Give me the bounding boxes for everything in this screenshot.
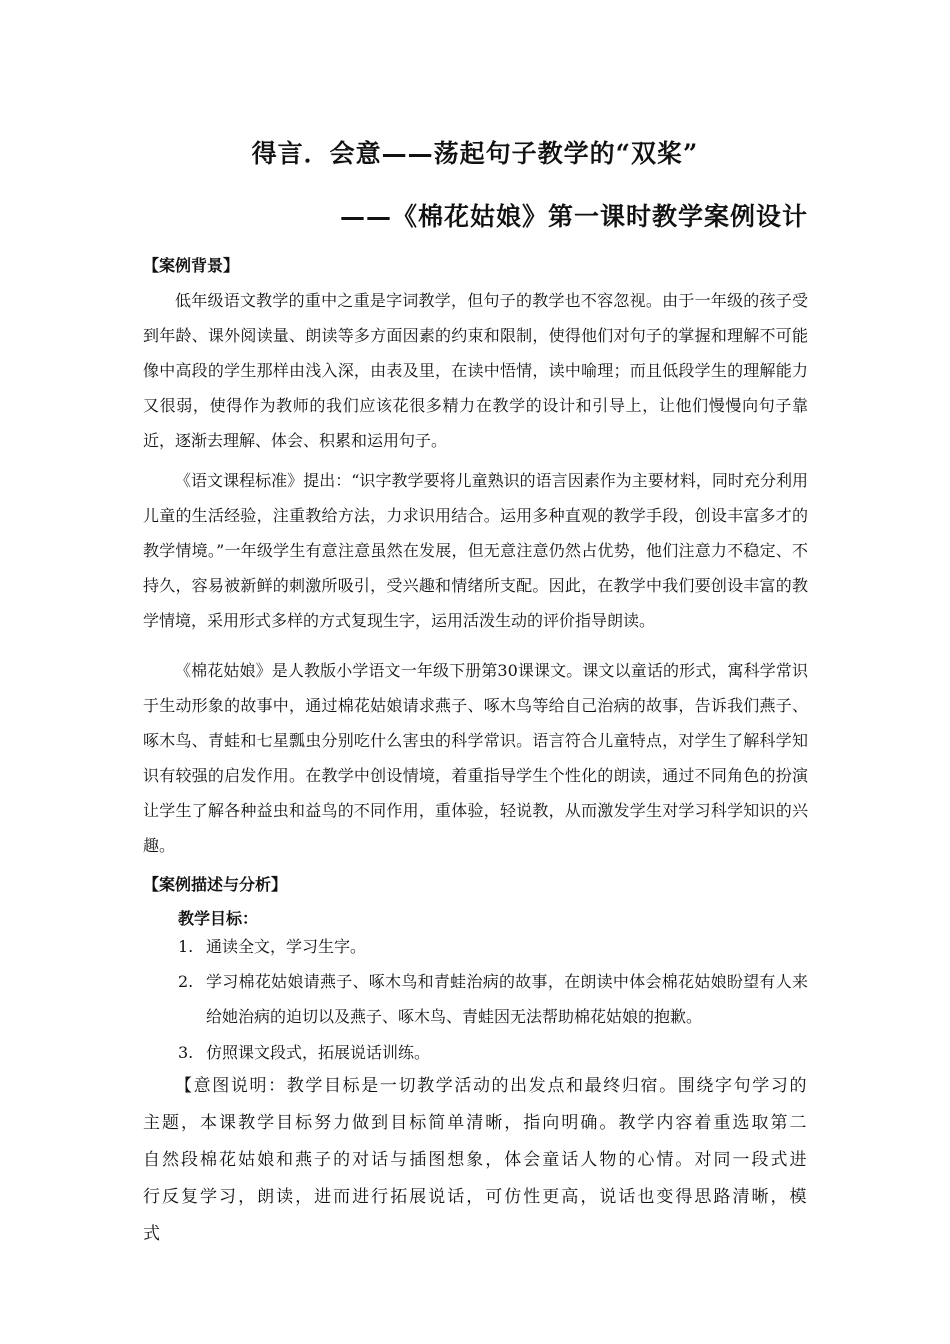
goal-text: 通读全文，学习生字。 [206, 937, 367, 956]
goal-number: 2. [178, 972, 194, 991]
intent-explanation: 【意图说明：教学目标是一切教学活动的出发点和最终归宿。围绕字句学习的主题，本课教学目标努力做到目标简单清晰，指向明确。教学内容着重选取第二自然段棉花姑娘和燕子的对话与插图想象，体会童话人物的心情。对同一段式进行反复学习，朗读，进而进行拓展说话，可仿性更高，说话也变得思路清晰，模式 [143, 1076, 808, 1244]
section-heading-analysis: 【案例描述与分析】 [143, 875, 288, 894]
teaching-goals-title: 教学目标： [178, 909, 259, 928]
goal-text: 学习棉花姑娘请燕子、啄木鸟和青蛙治病的故事，在朗读中体会棉花姑娘盼望有人来给她治病的迫切以及燕子、啄木鸟、青蛙因无法帮助棉花姑娘的抱歉。 [206, 972, 808, 1026]
goal-item [178, 1035, 808, 1070]
paragraph-background-3: 《棉花姑娘》是人教版小学语文一年级下册第30课课文。课文以童话的形式，寓科学常识于生动形象的故事中，通过棉花姑娘请求燕子、啄木鸟等给自己治病的故事，告诉我们燕子、啄木鸟、青蛙和七星瓢虫分别吃什么害虫的科学常识。语言符合儿童特点，对学生了解科学知识有较强的启发作用。在教学中创设情境，着重指导学生个性化的朗读，通过不同角色的扮演让学生了解各种益虫和益鸟的不同作用，重体验，轻说教，从而激发学生对学习科学知识的兴趣。 [143, 661, 808, 855]
paragraph-background-2: 《语文课程标准》提出：“识字教学要将儿童熟识的语言因素作为主要材料，同时充分利用儿童的生活经验，注重教给方法，力求识用结合。运用多种直观的教学手段，创设丰富多才的教学情境。”一年级学生有意注意虽然在发展，但无意注意仍然占优势，他们注意力不稳定、不持久，容易被新鲜的刺激所吸引，受兴趣和情绪所支配。因此，在教学中我们要创设丰富的教学情境，采用形式多样的方式复现生字，运用活泼生动的评价指导朗读。 [143, 471, 808, 630]
section-heading-background: 【案例背景】 [143, 256, 240, 275]
goal-item [178, 929, 808, 964]
goal-item [178, 964, 808, 1034]
document-title: 得言．会意——荡起句子教学的“双桨” [251, 139, 699, 168]
goal-number: 1. [178, 937, 194, 956]
paragraph-background-1: 低年级语文教学的重中之重是字词教学，但句子的教学也不容忽视。由于一年级的孩子受到年龄、课外阅读量、朗读等多方面因素的约束和限制，使得他们对句子的掌握和理解不可能像中高段的学生那样由浅入深，由表及里，在读中悟情，读中喻理；而且低段学生的理解能力又很弱，使得作为教师的我们应该花很多精力在教学的设计和引导上，让他们慢慢向句子靠近，逐渐去理解、体会、积累和运用句子。 [143, 291, 808, 450]
goal-text: 仿照课文段式，拓展说话训练。 [206, 1043, 431, 1062]
goal-number: 3. [178, 1043, 194, 1062]
document-subtitle: ——《棉花姑娘》第一课时教学案例设计 [339, 202, 808, 231]
